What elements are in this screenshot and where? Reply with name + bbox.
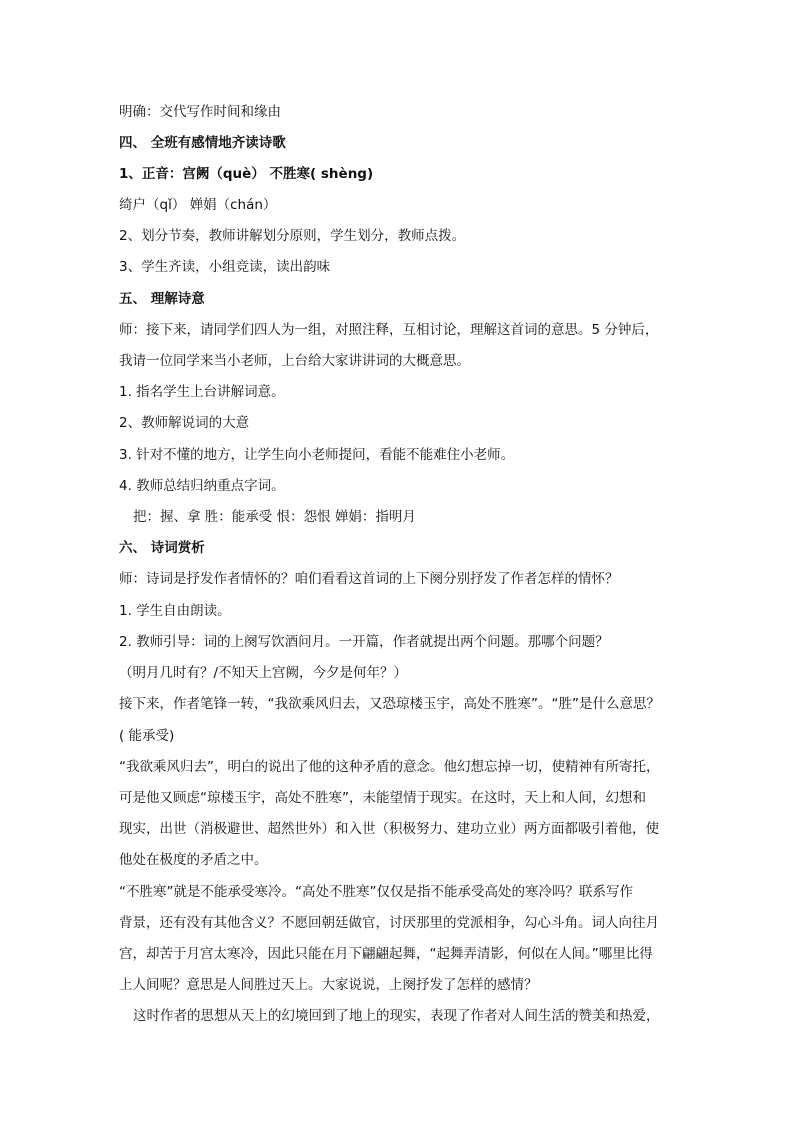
- section-heading-5: 五、 理解诗意: [119, 291, 205, 307]
- text-line: 师：接下来，请同学们四人为一组，对照注释，互相讨论，理解这首词的意思。5 分钟后，: [119, 322, 659, 338]
- text-line: 2. 教师引导：词的上阕写饮酒问月。一开篇，作者就提出两个问题。那哪个问题？: [119, 634, 609, 650]
- text-line: 2、划分节奏，教师讲解划分原则，学生划分，教师点拨。: [119, 228, 466, 244]
- text-line: 师：诗词是抒发作者情怀的？咱们看看这首词的上下阕分别抒发了作者怎样的情怀？: [119, 571, 619, 587]
- section-heading-6: 六、 诗词赏析: [119, 540, 205, 556]
- text-line: 这时作者的思想从天上的幻境回到了地上的现实，表现了作者对人间生活的赞美和热爱，: [133, 1008, 660, 1024]
- text-line: 3、学生齐读，小组竞读，读出韵味: [119, 259, 331, 275]
- text-line: （明月几时有？/不知天上宫阙，今夕是何年？）: [119, 665, 408, 681]
- text-line: 2、教师解说词的大意: [119, 415, 250, 431]
- text-line: “我欲乘风归去”，明白的说出了他的这种矛盾的意念。他幻想忘掉一切，使精神有所寄托，: [119, 759, 660, 775]
- text-line: 绮户（qǐ） 婵娟（chán）: [119, 197, 277, 213]
- text-line: ( 能承受): [119, 728, 175, 744]
- text-line: 上人间呢？意思是人间胜过天上。大家说说，上阕抒发了怎样的感情？: [119, 977, 538, 993]
- text-line: 接下来，作者笔锋一转，“我欲乘风归去，又恐琼楼玉宇，高处不胜寒”。“胜”是什么意思？: [119, 696, 660, 712]
- text-line: 1. 学生自由朗读。: [119, 603, 231, 619]
- text-line: 把：握、拿 胜：能承受 恨：怨恨 婵娟：指明月: [133, 509, 416, 525]
- text-line: 4. 教师总结归纳重点字词。: [119, 478, 285, 494]
- text-line: 明确：交代写作时间和缘由: [119, 104, 281, 120]
- text-line: “不胜寒”就是不能承受寒冷。“高处不胜寒”仅仅是指不能承受高处的寒冷吗？联系写作: [119, 884, 633, 900]
- text-line: 1. 指名学生上台讲解词意。: [119, 384, 285, 400]
- text-line: 宫，却苦于月宫太寒冷，因此只能在月下翩翩起舞，“起舞弄清影，何似在人间。”哪里比得: [119, 946, 653, 962]
- text-line: 他处在极度的矛盾之中。: [119, 852, 268, 868]
- text-line: 现实，出世（消极避世、超然世外）和入世（积极努力、建功立业）两方面都吸引着他，使: [119, 821, 659, 837]
- text-line: 3. 针对不懂的地方，让学生向小老师提问，看能不能难住小老师。: [119, 447, 515, 463]
- text-line: 可是他又顾虑“琼楼玉宇，高处不胜寒”，未能望情于现实。在这时，天上和人间，幻想和: [119, 790, 646, 806]
- section-heading-4: 四、 全班有感情地齐读诗歌: [119, 135, 286, 151]
- text-line: 1、正音：宫阙（què） 不胜寒( shèng): [119, 166, 374, 182]
- text-line: 背景，还有没有其他含义？不愿回朝廷做官，讨厌那里的党派相争，勾心斗角。词人向往月: [119, 915, 659, 931]
- text-line: 我请一位同学来当小老师，上台给大家讲讲词的大概意思。: [119, 353, 470, 369]
